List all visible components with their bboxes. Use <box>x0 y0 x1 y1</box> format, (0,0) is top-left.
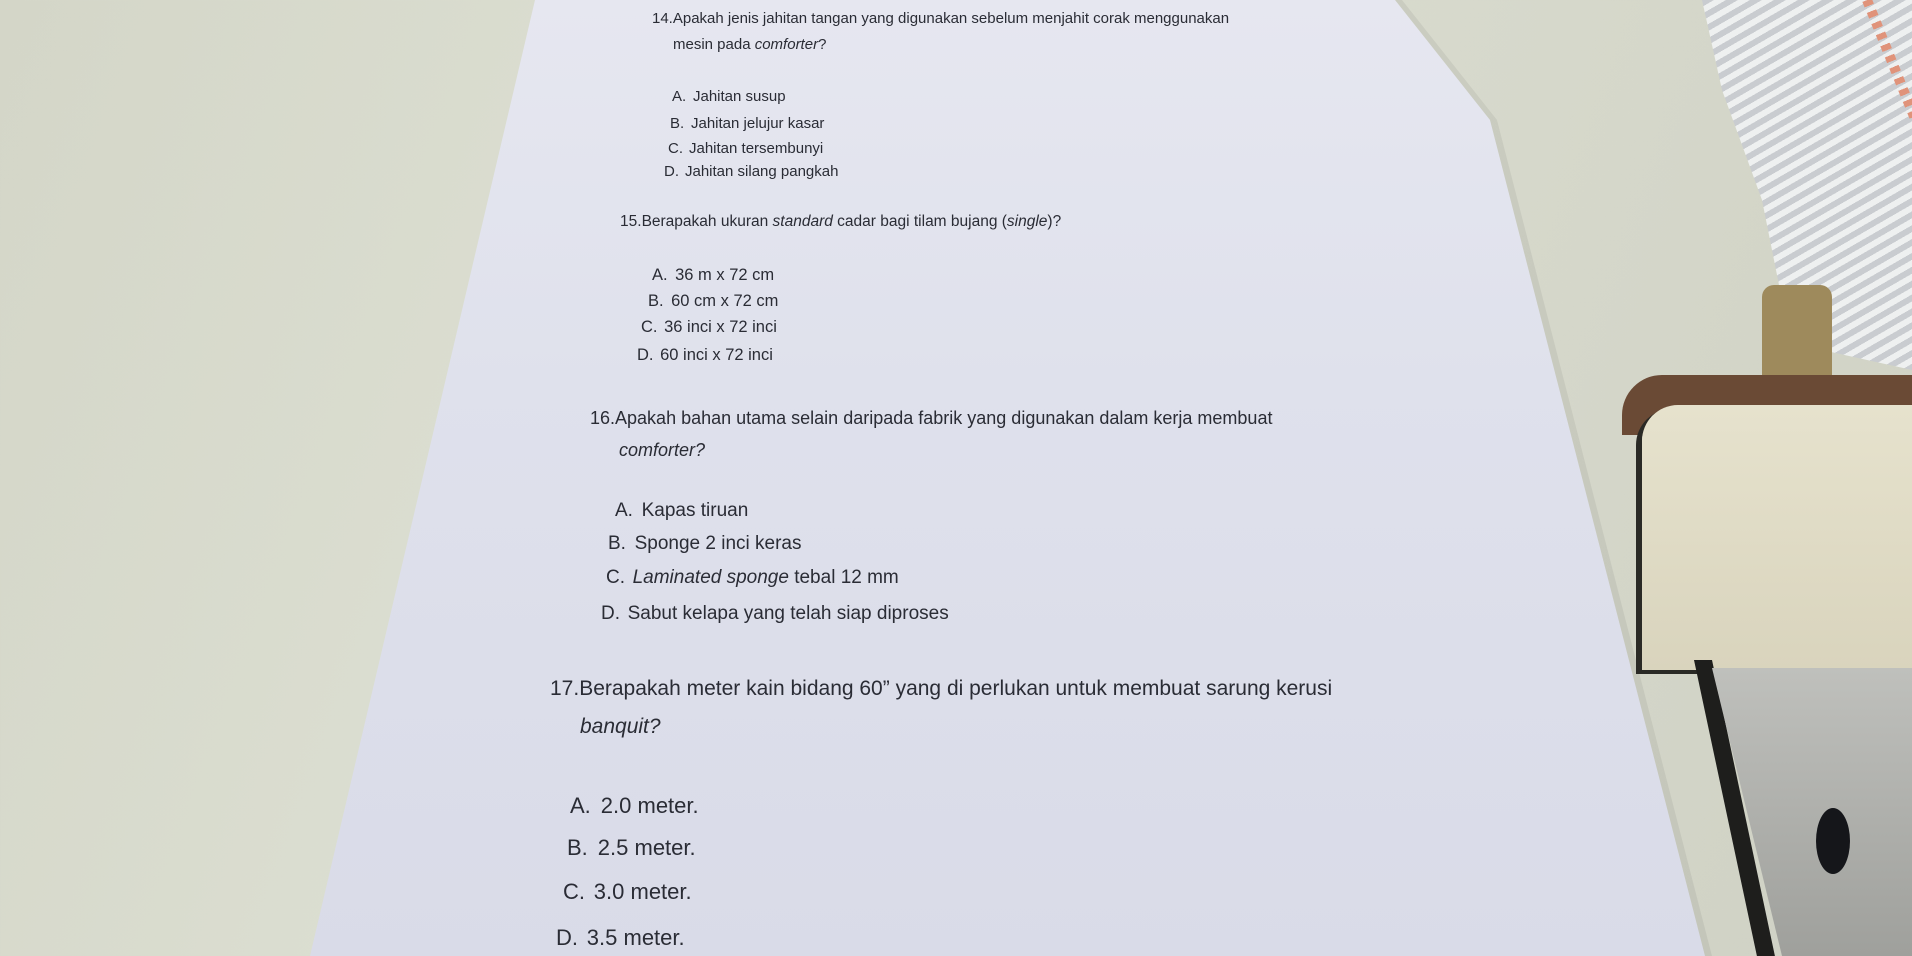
question-number: 15. <box>620 213 642 230</box>
option-16-a: A. Kapas tiruan <box>615 500 749 521</box>
question-text: Berapakah meter kain bidang 60” yang di perlukan untuk membuat sarung kerusi <box>579 677 1333 700</box>
option-16-d: D. Sabut kelapa yang telah siap diproses <box>601 603 949 624</box>
question-16 <box>590 408 1272 461</box>
question-text-continued: comforter? <box>619 440 706 460</box>
option-17-a: A. 2.0 meter. <box>570 793 699 818</box>
option-14-a: A. Jahitan susup <box>672 88 786 105</box>
sewing-machine-knob <box>1816 808 1850 874</box>
question-17 <box>550 677 1332 739</box>
question-number: 17. <box>550 677 580 700</box>
sewing-machine-cover <box>1642 405 1912 670</box>
option-14-b: B. Jahitan jelujur kasar <box>670 115 825 132</box>
question-text: Apakah bahan utama selain daripada fabrik yang digunakan dalam kerja membuat <box>615 408 1273 428</box>
question-15: 15.Berapakah ukuran standard cadar bagi tilam bujang (single)? <box>620 213 1062 230</box>
option-17-d: D. 3.5 meter. <box>556 925 685 950</box>
question-14 <box>652 10 1229 53</box>
question-text-continued: mesin pada comforter? <box>673 36 827 53</box>
option-15-d: D. 60 inci x 72 inci <box>637 346 773 364</box>
option-16-c: C. Laminated sponge tebal 12 mm <box>606 567 899 588</box>
question-number: 14. <box>652 10 673 27</box>
option-17-c: C. 3.0 meter. <box>563 879 692 904</box>
option-15-a: A. 36 m x 72 cm <box>652 266 775 284</box>
option-17-b: B. 2.5 meter. <box>567 835 696 860</box>
option-14-c: C. Jahitan tersembunyi <box>668 140 824 157</box>
question-number: 16. <box>590 408 616 428</box>
option-16-b: B. Sponge 2 inci keras <box>608 533 802 554</box>
question-text-continued: banquit? <box>580 715 661 738</box>
option-15-b: B. 60 cm x 72 cm <box>648 292 779 310</box>
question-text: Apakah jenis jahitan tangan yang digunakan sebelum menjahit corak menggunakan <box>672 10 1230 27</box>
option-14-d: D. Jahitan silang pangkah <box>664 163 839 180</box>
option-15-c: C. 36 inci x 72 inci <box>641 318 777 336</box>
